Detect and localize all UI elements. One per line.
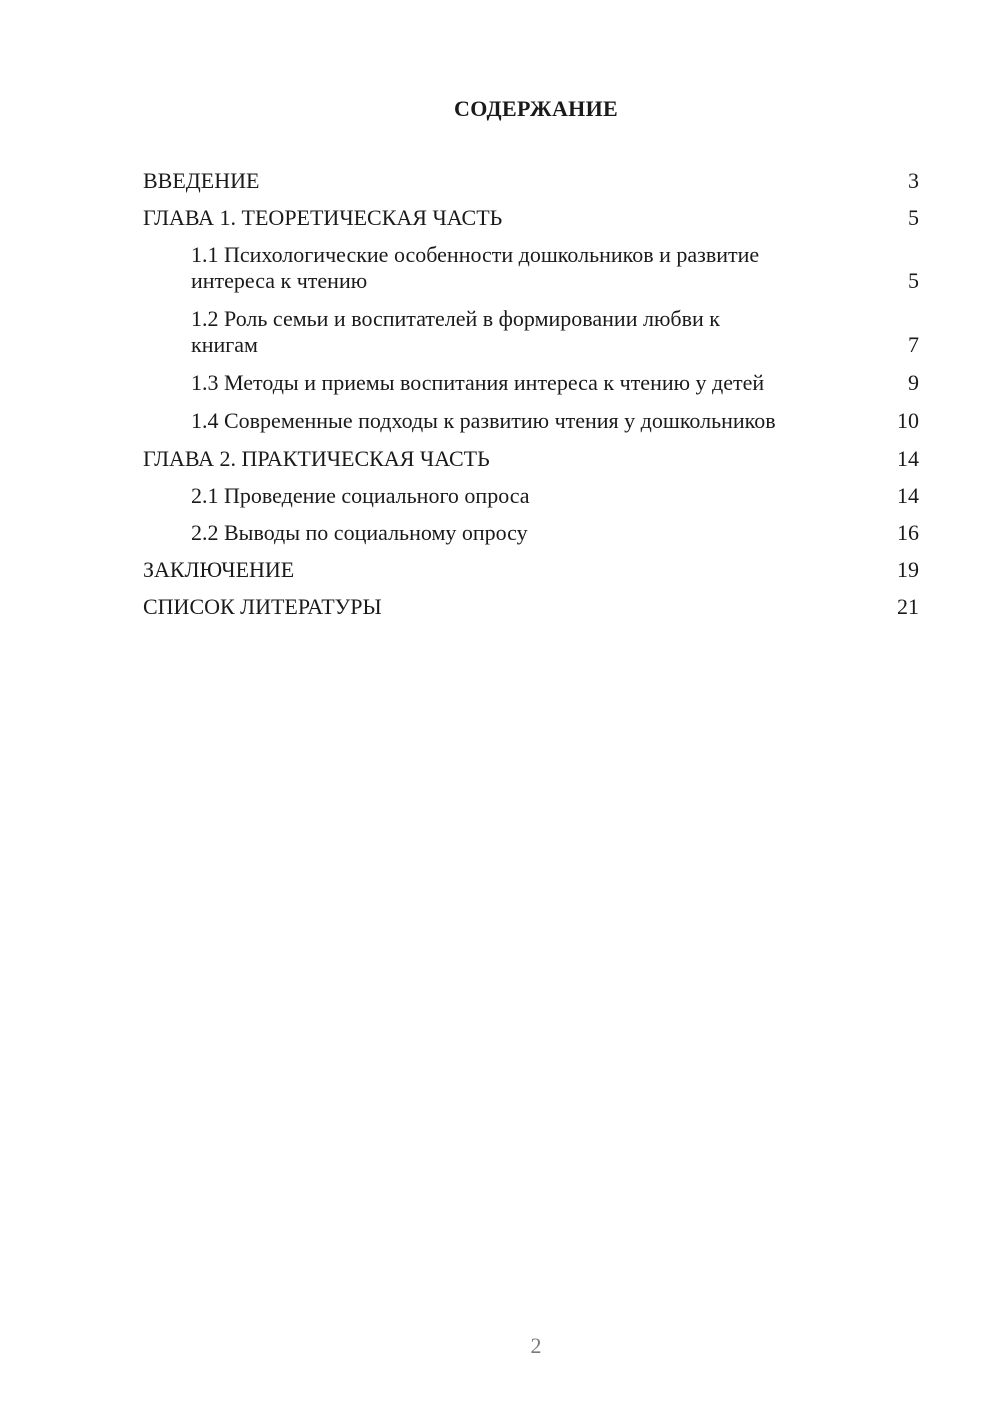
toc-entry-section-2-2[interactable] bbox=[143, 520, 919, 546]
toc-entry-references[interactable] bbox=[143, 594, 919, 620]
toc-entry-page: 10 bbox=[897, 408, 919, 433]
toc-entry-page: 16 bbox=[897, 520, 919, 545]
toc-entry-page: 14 bbox=[897, 446, 919, 471]
toc-entry-label: 1.1 Психологические особенности дошкольников и развитие интереса к чтению bbox=[191, 242, 760, 293]
toc-entry-label: СПИСОК ЛИТЕРАТУРЫ bbox=[143, 594, 382, 619]
toc-entry-label: 1.3 Методы и приемы воспитания интереса к чтению у детей bbox=[191, 370, 765, 395]
toc-entry-section-1-1[interactable] bbox=[143, 242, 919, 294]
toc-entry-label: 2.1 Проведение социального опроса bbox=[191, 483, 530, 508]
toc-entry-page: 14 bbox=[897, 483, 919, 508]
toc-entry-label: 1.4 Современные подходы к развитию чтения у дошкольников bbox=[191, 408, 776, 433]
toc-entry-section-1-3[interactable] bbox=[143, 370, 919, 396]
toc-entry-page: 9 bbox=[908, 370, 919, 395]
toc-entry-label: ВВЕДЕНИЕ bbox=[143, 168, 260, 193]
toc-entry-conclusion[interactable] bbox=[143, 557, 919, 583]
toc-entry-label: ГЛАВА 1. ТЕОРЕТИЧЕСКАЯ ЧАСТЬ bbox=[143, 205, 503, 230]
toc-entry-label: ГЛАВА 2. ПРАКТИЧЕСКАЯ ЧАСТЬ bbox=[143, 446, 490, 471]
toc-entry-page: 7 bbox=[908, 332, 919, 357]
toc-entry-label: 2.2 Выводы по социальному опросу bbox=[191, 520, 528, 545]
toc-entry-page: 5 bbox=[908, 205, 919, 230]
toc-entry-label: 1.2 Роль семьи и воспитателей в формировании любви к книгам bbox=[191, 306, 720, 357]
toc-entry-page: 5 bbox=[908, 268, 919, 293]
toc-entry-page: 21 bbox=[897, 594, 919, 619]
toc-entry-section-2-1[interactable] bbox=[143, 483, 919, 509]
page-number: 2 bbox=[530, 1333, 542, 1358]
toc-entry-label: ЗАКЛЮЧЕНИЕ bbox=[143, 557, 295, 582]
toc-entry-chapter-2[interactable] bbox=[143, 446, 919, 472]
toc-entry-introduction[interactable] bbox=[143, 168, 919, 194]
toc-entry-page: 19 bbox=[897, 557, 919, 582]
toc-entry-page: 3 bbox=[908, 168, 919, 193]
toc-entry-chapter-1[interactable] bbox=[143, 205, 919, 231]
toc-entry-section-1-4[interactable] bbox=[143, 408, 919, 434]
toc-entry-section-1-2[interactable] bbox=[143, 306, 919, 358]
toc-title: СОДЕРЖАНИЕ bbox=[454, 96, 618, 121]
table-of-contents bbox=[143, 168, 919, 631]
